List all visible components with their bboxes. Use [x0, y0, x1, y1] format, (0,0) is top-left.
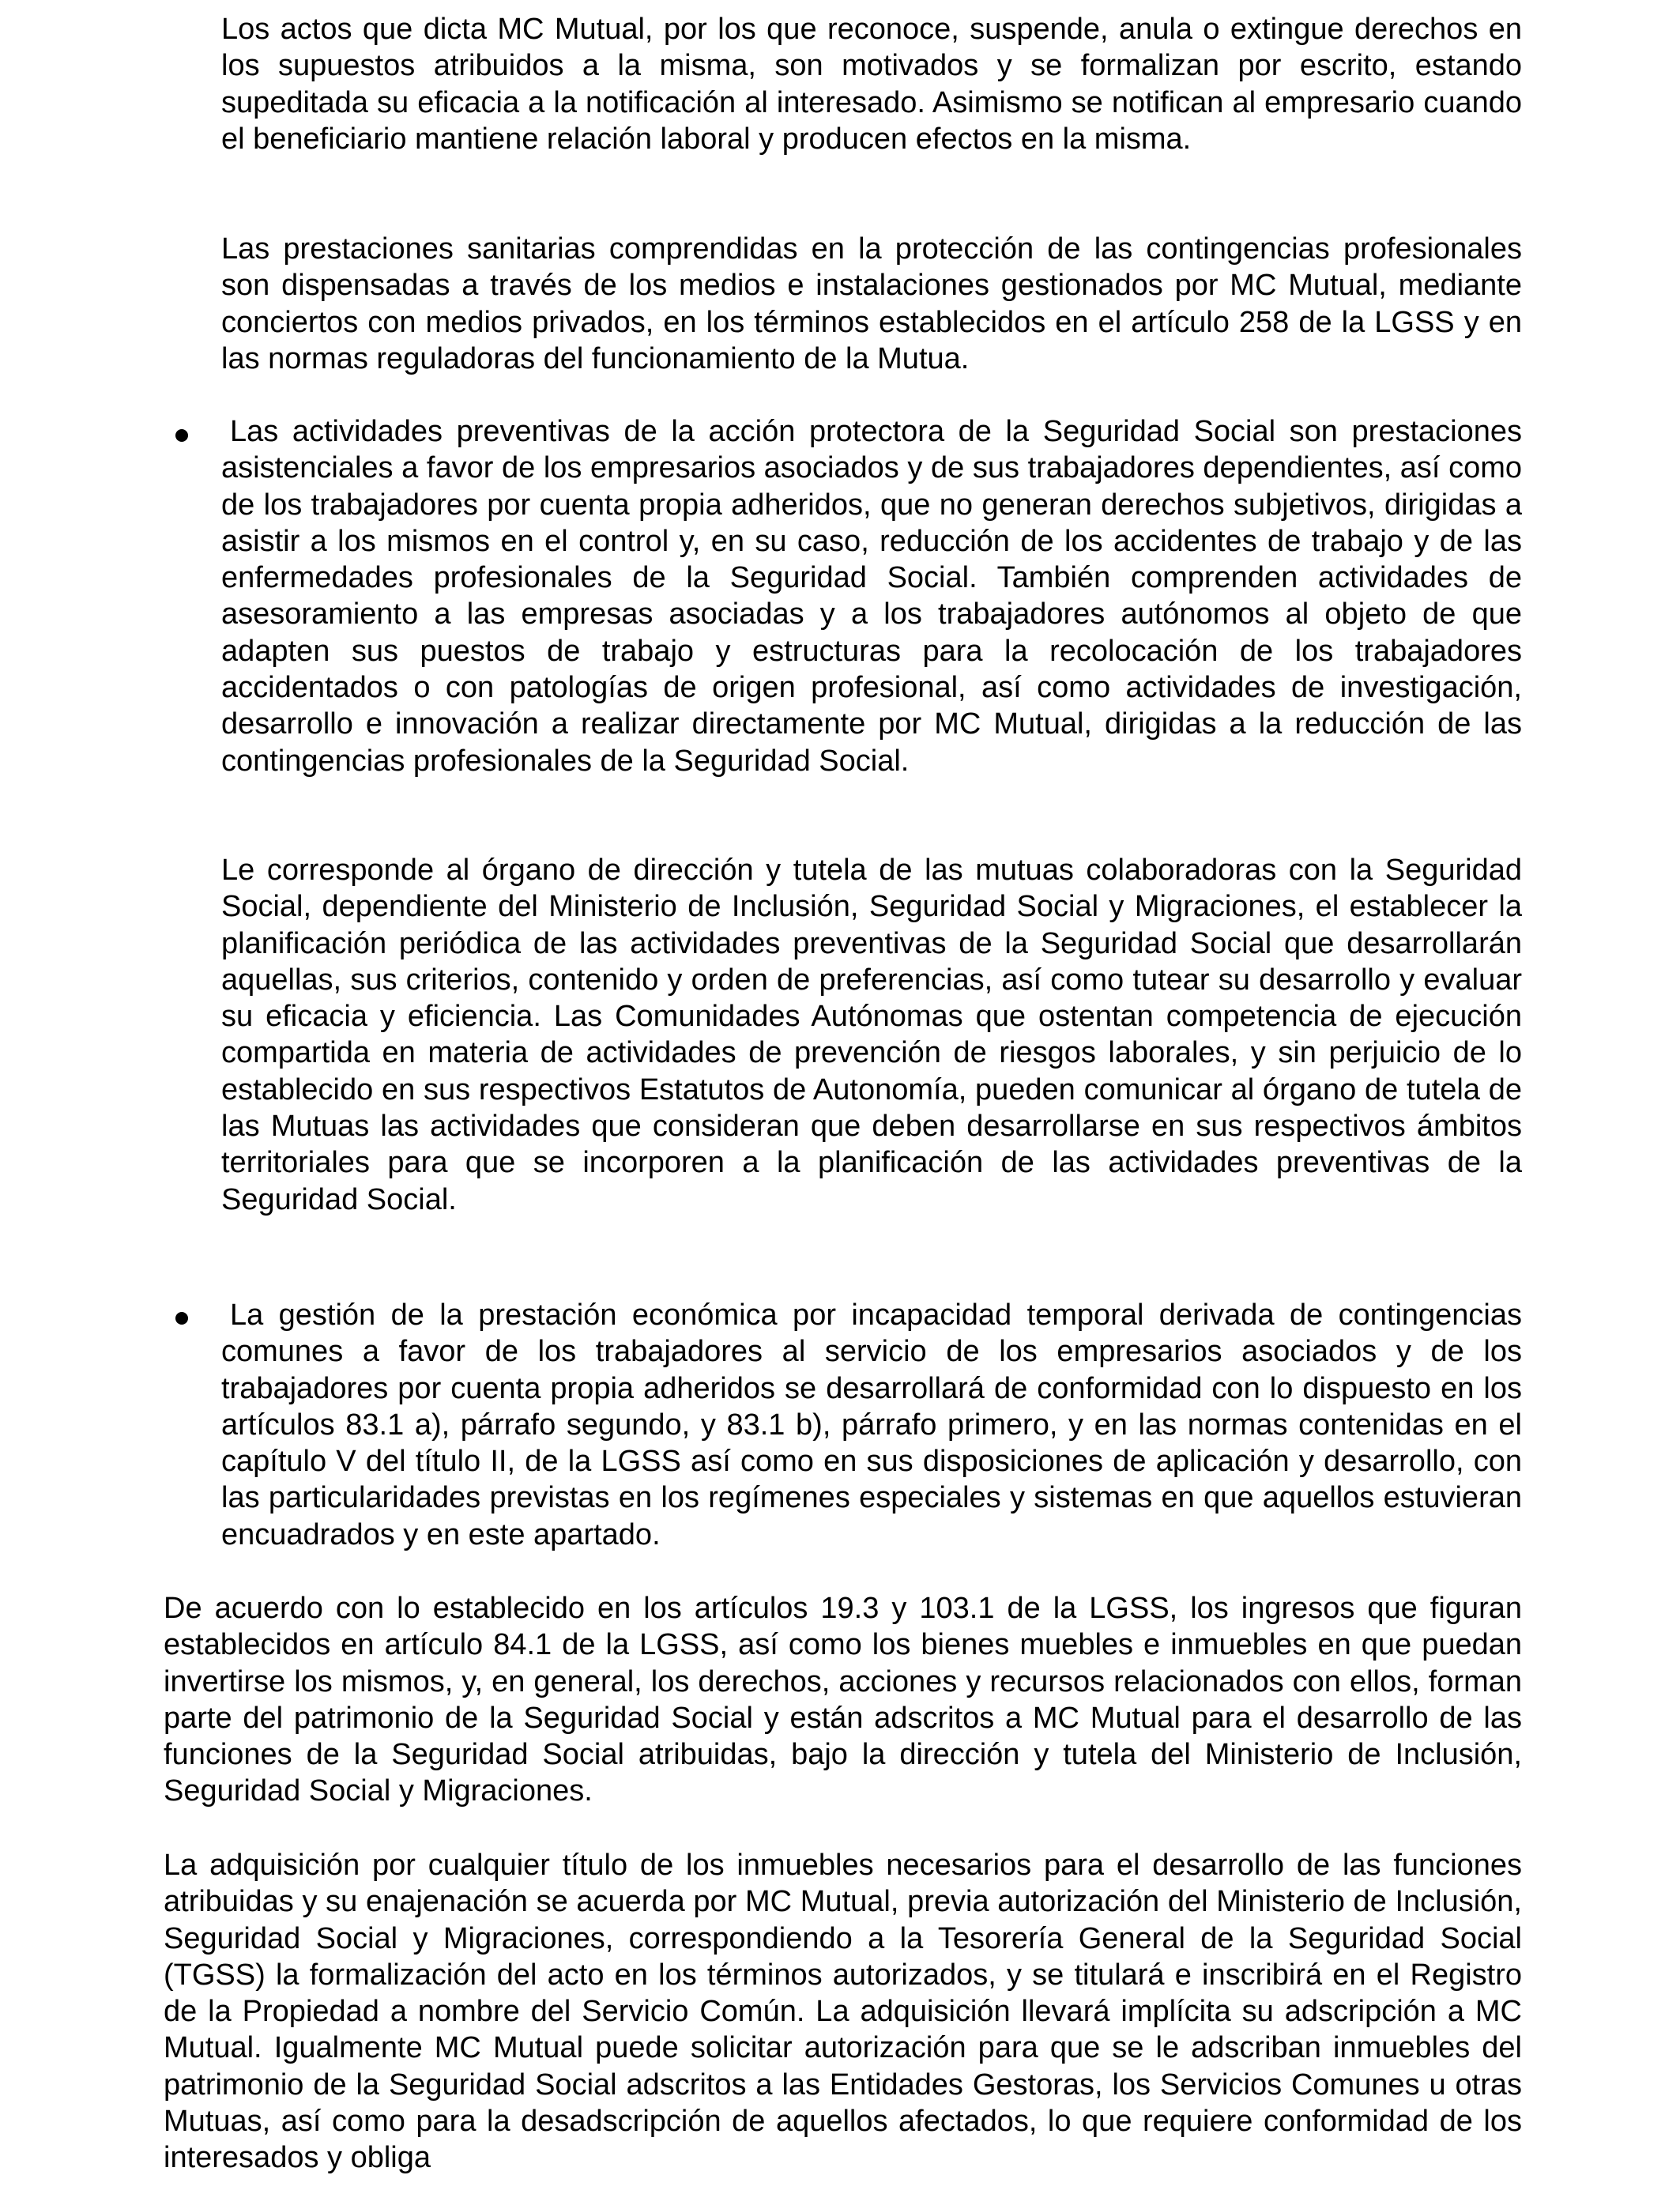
paragraph-adquisicion-inmuebles: La adquisición por cualquier título de los inmuebles necesarios para el desarrollo de las funciones atribuidas y su enajenación se acuerda por MC Mutual, previa autorización del Ministerio de Inclusión, Seguridad Social y Migraciones, correspondiendo a la Tesorería General de la Seguridad Social (TGSS) la formalización del acto en los términos autorizados, y se titulará e inscribirá en el Registro de la Propiedad a nombre del Servicio Común. La adquisición llevará implícita su adscripción a MC Mutual. Igualmente MC Mutual puede solicitar autorización para que se le adscriban inmuebles del patrimonio de la Seguridad Social adscritos a las Entidades Gestoras, los Servicios Comunes u otras Mutuas, así como para la desadscripción de aquellos afectados, lo que requiere conformidad de los interesados y obliga [164, 1849, 1522, 2175]
bullet-icon [175, 1312, 188, 1325]
paragraph-organo-direccion-tutela: Le corresponde al órgano de dirección y tutela de las mutuas colaboradoras con la Seguridad Social, dependiente del Ministerio de Inclusión, Seguridad Social y Migraciones, el establecer la planificación periódica de las actividades preventivas de la Seguridad Social que desarrollarán aquellas, sus criterios, contenido y orden de preferencias, así como tutear su desarrollo y evaluar su eficacia y eficiencia. Las Comunidades Autónomas que ostentan competencia de ejecución compartida en materia de actividades de prevención de riesgos laborales, y sin perjuicio de lo establecido en sus respectivos Estatutos de Autonomía, pueden comunicar al órgano de tutela de las Mutuas las actividades que consideran que deben desarrollarse en sus respectivos ámbitos territoriales para que se incorporen a la planificación de las actividades preventivas de la Seguridad Social. [221, 854, 1522, 1216]
paragraph-patrimonio-seguridad-social: De acuerdo con lo establecido en los artículos 19.3 y 103.1 de la LGSS, los ingresos que figuran establecidos en artículo 84.1 de la LGSS, así como los bienes muebles e inmuebles en que puedan invertirse los mismos, y, en general, los derechos, acciones y recursos relacionados con ellos, forman parte del patrimonio de la Seguridad Social y están adscritos a MC Mutual para el desarrollo de las funciones de la Seguridad Social atribuidas, bajo la dirección y tutela del Ministerio de Inclusión, Seguridad Social y Migraciones. [164, 1592, 1522, 1808]
paragraph-actividades-preventivas: Las actividades preventivas de la acción protectora de la Seguridad Social son prestaciones asistenciales a favor de los empresarios asociados y de sus trabajadores dependientes, así como de los trabajadores por cuenta propia adheridos, que no generan derechos subjetivos, dirigidas a asistir a los mismos en el control y, en su caso, reducción de los accidentes de trabajo y de las enfermedades profesionales de la Seguridad Social. También comprenden actividades de asesoramiento a las empresas asociadas y a los trabajadores autónomos al objeto de que adapten sus puestos de trabajo y estructuras para la recolocación de los trabajadores accidentados o con patologías de origen profesional, así como actividades de investigación, desarrollo e innovación a realizar directamente por MC Mutual, dirigidas a la reducción de las contingencias profesionales de la Seguridad Social. [221, 415, 1522, 778]
bullet-icon [175, 429, 188, 442]
paragraph-prestaciones-sanitarias: Las prestaciones sanitarias comprendidas en la protección de las contingencias profesionales son dispensadas a través de los medios e instalaciones gestionados por MC Mutual, mediante conciertos con medios privados, en los términos establecidos en el artículo 258 de la LGSS y en las normas reguladoras del funcionamiento de la Mutua. [221, 232, 1522, 375]
paragraph-incapacidad-temporal: La gestión de la prestación económica por incapacidad temporal derivada de contingencias comunes a favor de los trabajadores al servicio de los empresarios asociados y de los trabajadores por cuenta propia adheridos se desarrollará de conformidad con lo dispuesto en los artículos 83.1 a), párrafo segundo, y 83.1 b), párrafo primero, y en las normas contenidas en el capítulo V del título II, de la LGSS así como en sus disposiciones de aplicación y desarrollo, con las particularidades previstas en los regímenes especiales y sistemas en que aquellos estuvieran encuadrados y en este apartado. [221, 1299, 1522, 1551]
paragraph-actos-mc-mutual: Los actos que dicta MC Mutual, por los que reconoce, suspende, anula o extingue derechos en los supuestos atribuidos a la misma, son motivados y se formalizan por escrito, estando supeditada su eficacia a la notificación al interesado. Asimismo se notifican al empresario cuando el beneficiario mantiene relación laboral y producen efectos en la misma. [221, 13, 1522, 156]
